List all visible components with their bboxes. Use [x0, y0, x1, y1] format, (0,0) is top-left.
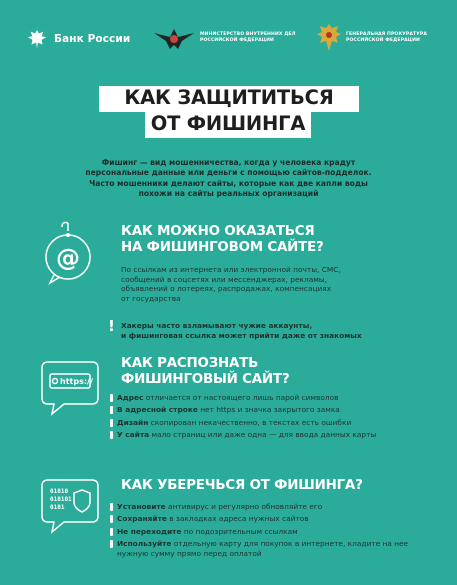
section3-list — [110, 502, 430, 561]
title-line-2: ОТ ФИШИНГА — [150, 112, 306, 135]
at-sign-bubble-icon — [32, 219, 104, 291]
list-item: Сохраняйте в закладках адреса нужных сайтов — [110, 514, 430, 523]
list-item: У сайта мало страниц или даже одна — для ввода данных карты — [110, 430, 430, 439]
list-item: Дизайн скопирован некачественно, в текстах есть ошибки — [110, 418, 430, 427]
section1-body-line: объявлений о лотереях, распродажах, компенсациях — [121, 284, 332, 294]
section1-title-line: НА ФИШИНГОВОМ САЙТЕ? — [121, 240, 324, 255]
mvd-emblem-icon — [152, 25, 196, 51]
section1-body-line: сообщений в соцсетях или мессенджерах, рекламы, — [121, 274, 327, 284]
binary-line: 0101 — [50, 504, 65, 511]
section1-title — [121, 224, 441, 256]
intro-line: персональные данные или деньги с помощью сайтов-подделок. — [85, 168, 372, 178]
list-item: Адрес отличается от настоящего лишь парой символов — [110, 393, 430, 402]
binary-line: 010101 — [50, 496, 72, 503]
intro-line: Часто мошенники делают сайты, которые как две капли воды — [89, 178, 368, 188]
section1-body — [121, 265, 441, 303]
prosecutor-line-2: РОССИЙСКОЙ ФЕДЕРАЦИИ — [346, 38, 420, 43]
at-glyph: @ — [56, 244, 80, 272]
url-text: https:// — [60, 377, 93, 386]
binary-line: 01010 — [50, 488, 69, 495]
section1-body-line: от государства — [121, 293, 181, 303]
mvd-logo — [152, 25, 296, 51]
section2-title-line: КАК РАСПОЗНАТЬ — [121, 356, 259, 371]
section1-warning — [121, 321, 441, 340]
list-item: Используйте отдельную карту для покупок в интернете, кладите на нее нужную сумму прямо перед оплатой — [110, 539, 430, 558]
header — [0, 22, 457, 56]
section2-title-line: ФИШИНГОВЫЙ САЙТ? — [121, 372, 290, 387]
title-line-2-box — [145, 112, 311, 138]
section2-title — [121, 356, 441, 388]
section3-title-line: КАК УБЕРЕЧЬСЯ ОТ ФИШИНГА? — [121, 478, 363, 493]
list-item: Установите антивирус и регулярно обновляйте его — [110, 502, 430, 511]
section1-body-line: По ссылкам из интернета или электронной почты, СМС, — [121, 265, 341, 274]
mvd-line-1: МИНИСТЕРСТВО ВНУТРЕННИХ ДЕЛ — [200, 32, 296, 38]
browser-bubble-icon — [34, 358, 106, 418]
mvd-line-2: РОССИЙСКОЙ ФЕДЕРАЦИИ — [200, 38, 274, 43]
prosecutor-emblem-icon — [316, 23, 342, 53]
title-line-1-box — [99, 86, 359, 112]
prosecutor-line-1: ГЕНЕРАЛЬНАЯ ПРОКУРАТУРА — [346, 32, 428, 38]
intro-text — [40, 158, 417, 199]
section1-warning-line: Хакеры часто взламывают чужие аккаунты, — [121, 321, 313, 330]
intro-line: похожи на сайты реальных организаций — [138, 188, 319, 198]
bank-of-russia-logo — [26, 28, 130, 50]
title-line-1: КАК ЗАЩИТИТЬСЯ — [124, 86, 334, 109]
section2-list — [110, 393, 430, 443]
intro-line: Фишинг — вид мошенничества, когда у человека крадут — [101, 158, 356, 167]
binary-shield-icon — [34, 476, 106, 540]
list-item: Не переходите по подозрительным ссылкам — [110, 527, 430, 536]
section3-title — [121, 478, 441, 494]
bank-name: Банк России — [54, 33, 131, 45]
section1-warning-line: и фишинговая ссылка может прийти даже от знакомых — [121, 330, 362, 340]
double-headed-eagle-icon — [26, 28, 48, 50]
warning-mark: ! — [108, 317, 115, 335]
prosecutor-logo — [316, 23, 427, 53]
list-item: В адресной строке нет https и значка закрытого замка — [110, 405, 430, 414]
section1-title-line: КАК МОЖНО ОКАЗАТЬСЯ — [121, 224, 315, 239]
